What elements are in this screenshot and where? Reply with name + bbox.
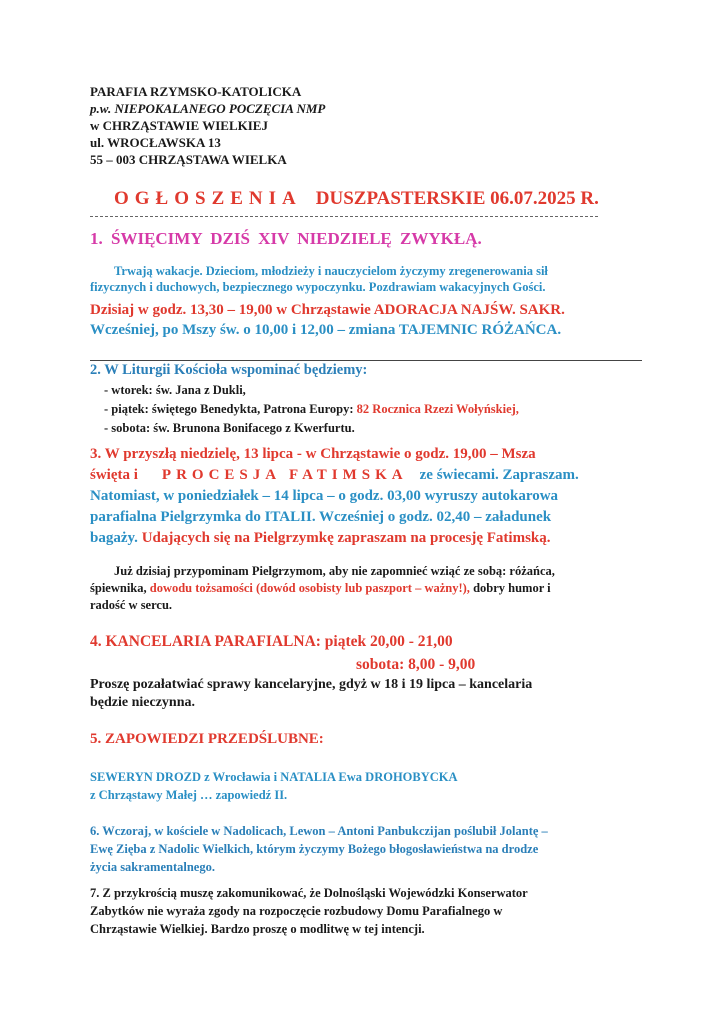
section7-line2: Zabytków nie wyraża zgody na rozpoczęcie rozbudowy Domu Parafialnego w: [90, 904, 503, 918]
section1-heading: 1. ŚWIĘCIMY DZIŚ XIV NIEDZIELĘ ZWYKŁĄ.: [90, 229, 482, 248]
list-item: [104, 400, 519, 419]
parish-town: w CHRZĄSTAWIE WIELKIEJ: [90, 118, 268, 133]
section1-text-line2: fizycznych i duchowych, bezpiecznego wypoczynku. Pozdrawiam wakacyjnych Gości.: [90, 280, 546, 294]
section3-line2c: ze świecami. Zapraszam.: [419, 467, 579, 483]
reminder-line2c: dobry humor i: [469, 581, 551, 595]
solid-divider: [90, 360, 642, 361]
office-hours-saturday: sobota: 8,00 - 9,00: [356, 656, 476, 673]
rosary-line: Wcześniej, po Mszy św. o 10,00 i 12,00 – zmiana TAJEMNIC RÓŻAŃCA.: [90, 322, 562, 338]
section7-line1: 7. Z przykrością muszę zakomunikować, że Dolnośląski Wojewódzki Konserwator: [90, 886, 528, 900]
parish-postcode: 55 – 003 CHRZĄSTAWA WIELKA: [90, 152, 287, 167]
section3-line1: 3. W przyszłą niedzielę, 13 lipca - w Chrząstawie o godz. 19,00 – Msza: [90, 446, 536, 462]
section6-line1: 6. Wczoraj, w kościele w Nadolicach, Lewon – Antoni Panbukczijan poślubił Jolantę –: [90, 824, 548, 838]
office-hours-friday: 4. KANCELARIA PARAFIALNA: piątek 20,00 - 21,00: [90, 633, 453, 650]
section1-text: [90, 263, 650, 295]
section3-line2: [90, 465, 650, 486]
section1-adoration: [90, 300, 650, 340]
office-note-line1: Proszę pozałatwiać sprawy kancelaryjne, gdyż w 18 i 19 lipca – kancelaria: [90, 677, 533, 692]
banns-line1: SEWERYN DROZD z Wrocławia i NATALIA Ewa DROHOBYCKA: [90, 770, 458, 784]
section5-heading: 5. ZAPOWIEDZI PRZEDŚLUBNE:: [90, 731, 324, 747]
list-item-text: - piątek: świętego Benedykta, Patrona Europy:: [104, 402, 357, 416]
parish-dedication: p.w. NIEPOKALANEGO POCZĘCIA NMP: [90, 101, 326, 116]
banns-line2: z Chrząstawy Małej … zapowiedź II.: [90, 788, 288, 802]
pilgrim-reminder: [90, 563, 635, 614]
section6-line2: Ewę Zięba z Nadolic Wielkich, którym życzymy Bożego błogosławieństwa na drodze: [90, 842, 539, 856]
section3-line3: Natomiast, w poniedziałek – 14 lipca – o godz. 03,00 wyruszy autokarowa: [90, 488, 559, 504]
list-item: - wtorek: św. Jana z Dukli,: [104, 383, 246, 397]
section3-line5: [90, 528, 650, 549]
section2-heading: 2. W Liturgii Kościoła wspominać będziemy:: [90, 362, 368, 378]
section6-line3: życia sakramentalnego.: [90, 860, 215, 874]
page-title: [114, 188, 599, 210]
parish-header: [90, 83, 325, 168]
procession-name: PROCESJA FATIMSKA: [161, 467, 408, 483]
parish-street: ul. WROCŁAWSKA 13: [90, 135, 221, 150]
adoration-line: Dzisiaj w godz. 13,30 – 19,00 w Chrząstawie ADORACJA NAJŚW. SAKR.: [90, 302, 565, 318]
section3-line5b: Udających się na Pielgrzymkę zapraszam na procesję Fatimską.: [141, 530, 551, 546]
section2-list: [104, 381, 519, 438]
parish-name: PARAFIA RZYMSKO-KATOLICKA: [90, 84, 302, 99]
office-note-line2: będzie nieczynna.: [90, 695, 195, 710]
section6: [90, 822, 650, 876]
section3-line2a: święta i: [90, 467, 138, 483]
section3-line4: parafialna Pielgrzymka do ITALII. Wcześniej o godz. 02,40 – załadunek: [90, 509, 552, 525]
list-item: - sobota: św. Brunona Bonifacego z Kwerfurtu.: [104, 421, 355, 435]
section7: [90, 884, 630, 938]
reminder-line2a: śpiewnika,: [90, 581, 150, 595]
wedding-banns: [90, 768, 650, 804]
section3: [90, 444, 650, 549]
office-note: [90, 676, 650, 712]
list-item-highlight: 82 Rocznica Rzezi Wołyńskiej,: [356, 402, 519, 416]
dashed-divider: [90, 216, 598, 217]
reminder-line1: Już dzisiaj przypominam Pielgrzymom, aby nie zapomnieć wziąć ze sobą: różańca,: [114, 564, 555, 578]
section1-text-line1: Trwają wakacje. Dzieciom, młodzieży i nauczycielom życzymy zregenerowania sił: [114, 264, 548, 278]
reminder-line3: radość w sercu.: [90, 598, 173, 612]
section3-line5a: bagaży.: [90, 530, 142, 546]
section7-line3: Chrząstawie Wielkiej. Bardzo proszę o modlitwę w tej intencji.: [90, 922, 425, 936]
title-rest: DUSZPASTERSKIE 06.07.2025 R.: [315, 188, 599, 209]
title-spaced-word: OGŁOSZENIA: [114, 188, 302, 209]
reminder-line2: [90, 580, 635, 597]
reminder-id-note: dowodu tożsamości (dowód osobisty lub paszport – ważny!),: [149, 581, 470, 595]
